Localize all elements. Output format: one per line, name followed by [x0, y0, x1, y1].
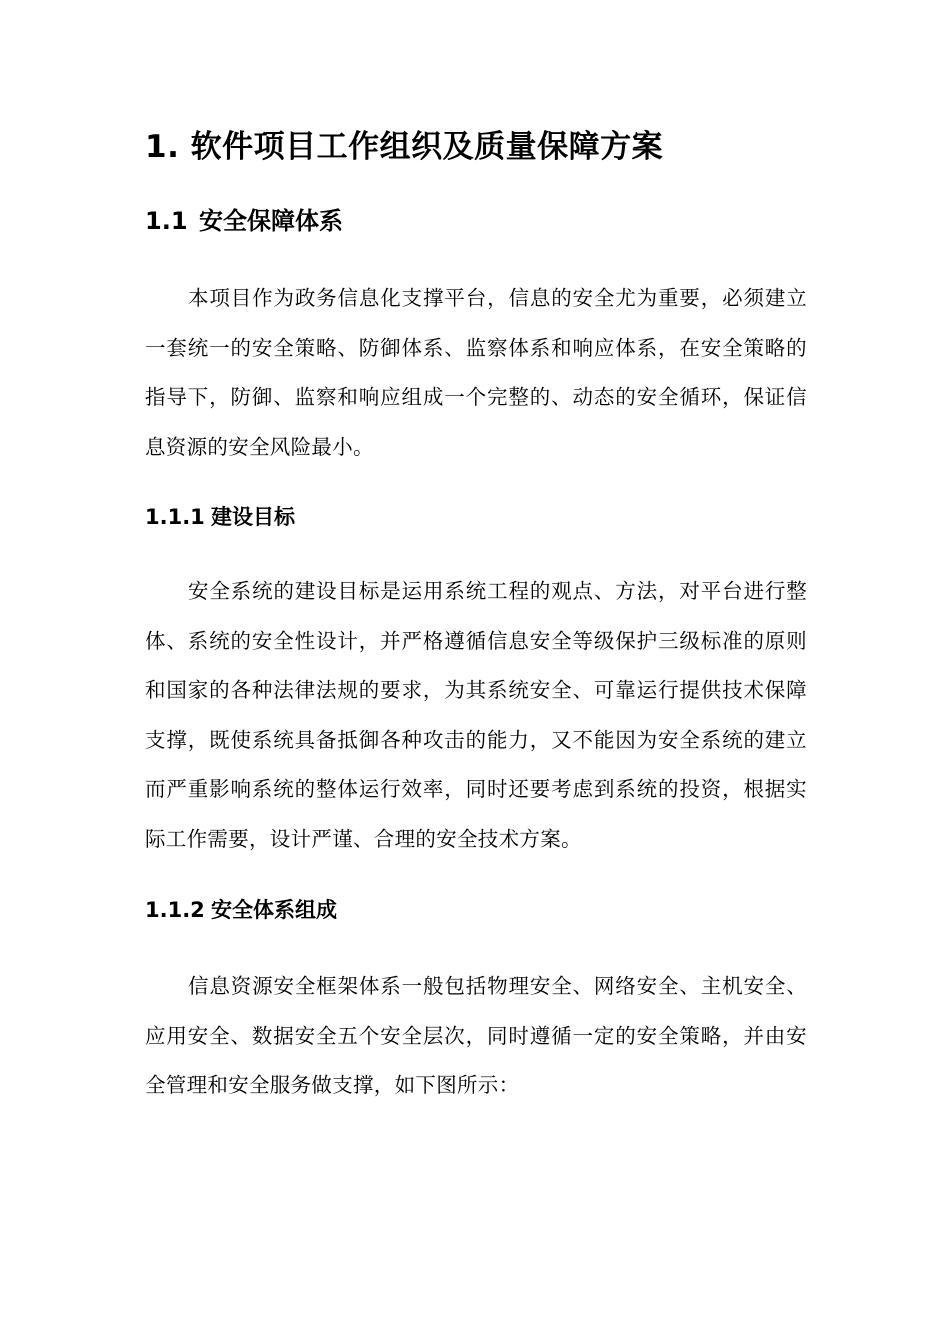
heading-1: [145, 122, 825, 172]
composition-paragraph: 信息资源安全框架体系一般包括物理安全、网络安全、主机安全、应用安全、数据安全五个安全层次，同时遵循一定的安全策略，并由安全管理和安全服务做支撑，如下图所示：: [145, 974, 807, 1097]
heading-1-1-1-title: 建设目标: [211, 505, 295, 529]
heading-1-number: 1.: [145, 129, 180, 165]
heading-1-1-1-number: 1.1.1: [145, 505, 205, 529]
heading-2-text: 安全保障体系: [199, 207, 343, 235]
heading-1-1-2: [145, 892, 337, 928]
intro-paragraph: 本项目作为政务信息化支撑平台，信息的安全尤为重要，必须建立一套统一的安全策略、防御体系、监察体系和响应体系，在安全策略的指导下，防御、监察和响应组成一个完整的、动态的安全循环，保证信息资源的安全风险最小。: [145, 286, 807, 459]
heading-2-number: 1.1: [145, 207, 188, 235]
heading-1-1-1: [145, 499, 295, 535]
heading-1-1-2-number: 1.1.2: [145, 898, 205, 922]
heading-2: [145, 201, 343, 241]
goals-paragraph: 安全系统的建设目标是运用系统工程的观点、方法，对平台进行整体、系统的安全性设计，并严格遵循信息安全等级保护三级标准的原则和国家的各种法律法规的要求，为其系统安全、可靠运行提供技术保障支撑，既使系统具备抵御各种攻击的能力，又不能因为安全系统的建立而严重影响系统的整体运行效率，同时还要考虑到系统的投资，根据实际工作需要，设计严谨、合理的安全技术方案。: [145, 579, 807, 851]
heading-1-1-2-title: 安全体系组成: [211, 898, 337, 922]
heading-1-text: 软件项目工作组织及质量保障方案: [190, 129, 664, 165]
